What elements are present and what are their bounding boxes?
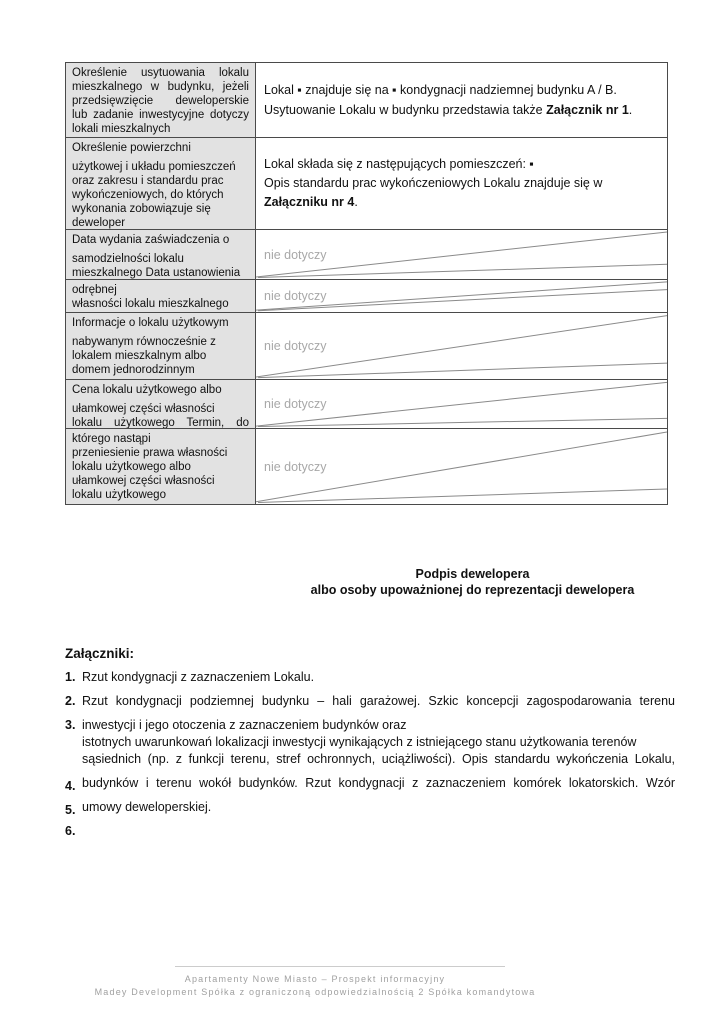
- row-value: [256, 138, 667, 229]
- label-line: wykonania zobowiązuje się: [72, 203, 211, 215]
- row-value: [256, 230, 667, 279]
- item-number: 5.: [65, 803, 76, 817]
- item-line: [82, 823, 675, 840]
- row-value: [256, 429, 667, 504]
- signature-line: Podpis dewelopera: [415, 567, 530, 581]
- item-number: 2.: [65, 694, 76, 708]
- item-number: 3.: [65, 718, 76, 732]
- item-line: Rzut kondygnacji podziemnej budynku – hali garażowej. Szkic koncepcji zagospodarowania terenu: [82, 694, 675, 708]
- not-applicable-value: nie dotyczy: [264, 289, 327, 303]
- list-item: [65, 669, 675, 686]
- row-value: [256, 313, 667, 379]
- item-text: [82, 823, 675, 840]
- row-value: [256, 280, 667, 312]
- value-text: Opis standardu prac wykończeniowych Lokalu znajduje się w: [264, 176, 603, 190]
- value-text: .: [628, 103, 633, 117]
- item-line: Rzut kondygnacji z zaznaczeniem Lokalu.: [82, 670, 315, 684]
- label-line: własności lokalu mieszkalnego: [72, 298, 229, 310]
- value-line: [264, 155, 667, 174]
- label-line: lokali mieszkalnych: [72, 123, 171, 135]
- attachments-list: [65, 669, 675, 847]
- item-text: [82, 775, 675, 792]
- item-line: budynków i terenu wokół budynków. Rzut kondygnacji z zaznaczeniem komórek lokatorskich. Wzór: [82, 776, 675, 790]
- not-applicable-value: nie dotyczy: [264, 339, 327, 353]
- table-row: [66, 63, 667, 137]
- label-line: przeniesienie prawa własności: [72, 447, 228, 459]
- label-line: użytkowej i układu pomieszczeń: [72, 161, 236, 173]
- item-line: sąsiednich (np. z funkcji terenu, stref ochronnych, uciążliwości). Opis standardu wykończenia Lokalu,: [82, 752, 675, 766]
- label-line: nabywanym równocześnie z: [72, 336, 216, 348]
- row-label: [66, 230, 256, 279]
- value-line: [264, 174, 667, 193]
- row-label: [66, 429, 256, 504]
- footer-divider: [175, 966, 505, 967]
- row-value: [256, 63, 667, 137]
- row-label: [66, 138, 256, 229]
- label-line: Informacje o lokalu użytkowym: [72, 317, 229, 329]
- value-text: Lokal ▪ znajduje się na ▪ kondygnacji nadziemnej budynku A / B.: [264, 83, 617, 97]
- value-bold-text: Załączniku nr 4: [264, 195, 355, 209]
- row-label: [66, 280, 256, 312]
- label-line: oraz zakresu i standardu prac: [72, 175, 224, 187]
- label-line: odrębnej: [72, 284, 117, 296]
- list-item: [65, 693, 675, 710]
- value-text: Usytuowanie Lokalu w budynku przedstawia także: [264, 103, 547, 117]
- table-row: [66, 229, 667, 279]
- table-row: [66, 137, 667, 229]
- footer-text: Madey Development Spółka z ograniczoną odpowiedzialnością 2 Spółka komandytowa: [94, 987, 536, 997]
- footer: [0, 973, 630, 999]
- item-text: [82, 717, 675, 768]
- item-line: inwestycji i jego otoczenia z zaznaczeniem budynków oraz: [82, 718, 407, 732]
- row-label: [66, 63, 256, 137]
- label-line: mieszkalnego w budynku, jeżeli: [72, 81, 249, 93]
- table-row: [66, 312, 667, 379]
- table-row: [66, 379, 667, 428]
- label-line: Data wydania zaświadczenia o: [72, 234, 230, 246]
- label-line: którego nastąpi: [72, 433, 151, 445]
- list-item: [65, 823, 675, 840]
- not-applicable-value: nie dotyczy: [264, 459, 327, 474]
- item-line: umowy deweloperskiej.: [82, 800, 212, 814]
- item-number: 1.: [65, 670, 76, 684]
- table-row: [66, 428, 667, 504]
- signature-line: albo osoby upoważnionej do reprezentacji dewelopera: [310, 583, 635, 597]
- signature-caption: [245, 566, 700, 598]
- item-number: 4.: [65, 779, 76, 793]
- list-item: [65, 775, 675, 792]
- label-line: lokalu użytkowego: [72, 489, 166, 501]
- item-text: [82, 669, 675, 686]
- label-line: Określenie powierzchni: [72, 142, 191, 154]
- item-text: [82, 693, 675, 710]
- table-row: [66, 279, 667, 312]
- label-line: lokalem mieszkalnym albo: [72, 350, 207, 362]
- list-item: [65, 799, 675, 816]
- item-text: [82, 799, 675, 816]
- value-line: [264, 80, 667, 100]
- label-line: mieszkalnego Data ustanowienia: [72, 267, 241, 279]
- attachments-heading: Załączniki:: [65, 646, 135, 661]
- row-value: [256, 380, 667, 428]
- label-line: lokalu użytkowego albo: [72, 461, 191, 473]
- item-number: 6.: [65, 824, 76, 838]
- label-line: przedsięwzięcie deweloperskie: [72, 95, 249, 107]
- list-item: [65, 717, 675, 768]
- label-line: samodzielności lokalu: [72, 253, 184, 265]
- label-line: deweloper: [72, 217, 126, 229]
- not-applicable-value: nie dotyczy: [264, 397, 327, 411]
- value-bold-text: Załącznik nr 1: [546, 103, 629, 117]
- not-applicable-value: nie dotyczy: [264, 247, 327, 262]
- label-line: Cena lokalu użytkowego albo: [72, 384, 222, 396]
- footer-text: Apartamenty Nowe Miasto – Prospekt informacyjny: [184, 974, 446, 984]
- label-line: wykończeniowych, do których: [72, 189, 224, 201]
- value-text: Lokal składa się z następujących pomieszczeń: ▪: [264, 157, 534, 171]
- row-label: [66, 313, 256, 379]
- label-line: domem jednorodzinnym: [72, 364, 195, 376]
- value-line: [264, 193, 667, 212]
- row-label: [66, 380, 256, 428]
- label-line: ułamkowej części własności: [72, 403, 215, 415]
- value-line: [264, 100, 667, 120]
- item-line: istotnych uwarunkowań lokalizacji inwestycji wynikających z istniejącego stanu użytkowania terenów: [82, 735, 637, 749]
- label-line: ułamkowej części własności: [72, 475, 215, 487]
- label-line: lub zadanie inwestycyjne dotyczy: [72, 109, 249, 121]
- label-line: Określenie usytuowania lokalu: [72, 67, 249, 79]
- label-line: lokalu użytkowego Termin, do: [72, 417, 249, 428]
- prospectus-table: [65, 62, 668, 505]
- value-text: .: [354, 195, 358, 209]
